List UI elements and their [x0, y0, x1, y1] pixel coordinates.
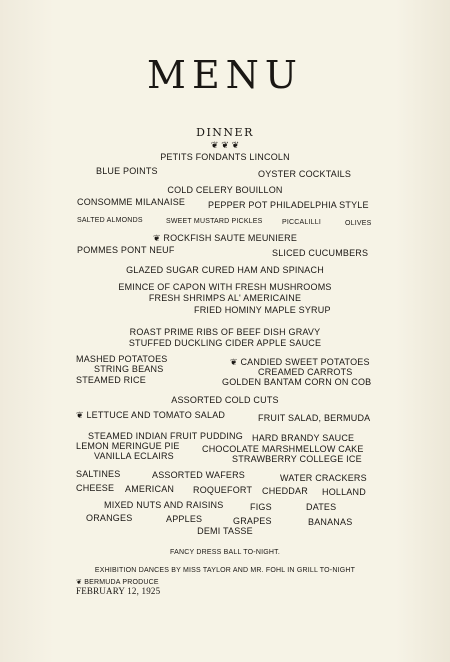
menu-line: DEMI TASSE — [197, 526, 253, 536]
menu-line: PETITS FONDANTS LINCOLN — [160, 152, 290, 162]
menu-item: GOLDEN BANTAM CORN ON COB — [222, 377, 372, 387]
menu-item: CREAMED CARROTS — [258, 367, 353, 377]
menu-item: MASHED POTATOES — [76, 354, 168, 364]
produce-note: ❦ BERMUDA PRODUCE — [76, 579, 159, 586]
menu-item: CHOCOLATE MARSHMELLOW CAKE — [202, 444, 364, 454]
dinner-heading: DINNER — [196, 126, 254, 139]
menu-item: SALTED ALMONDS — [77, 217, 143, 224]
menu-line: FRIED HOMINY MAPLE SYRUP — [194, 305, 331, 315]
menu-title: MENU — [147, 53, 303, 97]
menu-item: CHEESE — [76, 483, 115, 493]
menu-item: CONSOMME MILANAISE — [77, 197, 186, 207]
menu-line: GLAZED SUGAR CURED HAM AND SPINACH — [126, 265, 324, 275]
ornament-leaves: ❦ ❦ ❦ — [210, 141, 240, 151]
menu-item: STRAWBERRY COLLEGE ICE — [232, 454, 362, 464]
menu-item: OYSTER COCKTAILS — [258, 169, 352, 179]
menu-item: MIXED NUTS AND RAISINS — [104, 500, 224, 510]
announcement-line: EXHIBITION DANCES BY MISS TAYLOR AND MR. FOHL IN GRILL TO-NIGHT — [94, 567, 356, 574]
menu-item: LEMON MERINGUE PIE — [76, 441, 180, 451]
menu-item: ROQUEFORT — [193, 485, 253, 495]
menu-item: SLICED CUCUMBERS — [272, 248, 369, 258]
menu-line: COLD CELERY BOUILLON — [167, 185, 283, 195]
menu-item: BLUE POINTS — [96, 166, 158, 176]
menu-item: OLIVES — [345, 220, 372, 227]
menu-item: ORANGES — [86, 513, 133, 523]
menu-item: STEAMED RICE — [76, 375, 146, 385]
menu-item: FIGS — [250, 502, 272, 512]
menu-item: AMERICAN — [125, 484, 175, 494]
menu-line: EMINCE OF CAPON WITH FRESH MUSHROOMS — [118, 282, 332, 292]
menu-line: STUFFED DUCKLING CIDER APPLE SAUCE — [128, 338, 322, 348]
menu-item: APPLES — [166, 514, 203, 524]
menu-item: PICCALILLI — [282, 219, 321, 226]
menu-item: ❦ LETTUCE AND TOMATO SALAD — [76, 410, 226, 420]
menu-item: DATES — [306, 502, 337, 512]
menu-line: FRESH SHRIMPS AL' AMERICAINE — [148, 293, 302, 303]
menu-item: CHEDDAR — [262, 486, 308, 496]
menu-item: GRAPES — [233, 516, 272, 526]
menu-item: SWEET MUSTARD PICKLES — [166, 218, 263, 225]
menu-item: WATER CRACKERS — [280, 473, 367, 483]
menu-line: ASSORTED COLD CUTS — [171, 395, 279, 405]
menu-item: HARD BRANDY SAUCE — [252, 433, 355, 443]
menu-item: SALTINES — [76, 469, 121, 479]
menu-item: HOLLAND — [322, 487, 366, 497]
menu-date: FEBRUARY 12, 1925 — [76, 586, 161, 596]
menu-item: PEPPER POT PHILADELPHIA STYLE — [208, 200, 369, 210]
menu-line: ❦ ROCKFISH SAUTE MEUNIERE — [152, 233, 298, 243]
menu-item: STEAMED INDIAN FRUIT PUDDING — [88, 431, 243, 441]
menu-item: VANILLA ECLAIRS — [94, 451, 174, 461]
menu-item: ASSORTED WAFERS — [152, 470, 246, 480]
menu-item: FRUIT SALAD, BERMUDA — [258, 413, 371, 423]
menu-item: POMMES PONT NEUF — [77, 245, 175, 255]
menu-item: ❦ CANDIED SWEET POTATOES — [230, 357, 370, 367]
menu-item: BANANAS — [308, 517, 353, 527]
menu-item: STRING BEANS — [94, 364, 164, 374]
announcement-line: FANCY DRESS BALL TO-NIGHT. — [170, 549, 280, 556]
menu-line: ROAST PRIME RIBS OF BEEF DISH GRAVY — [129, 327, 321, 337]
